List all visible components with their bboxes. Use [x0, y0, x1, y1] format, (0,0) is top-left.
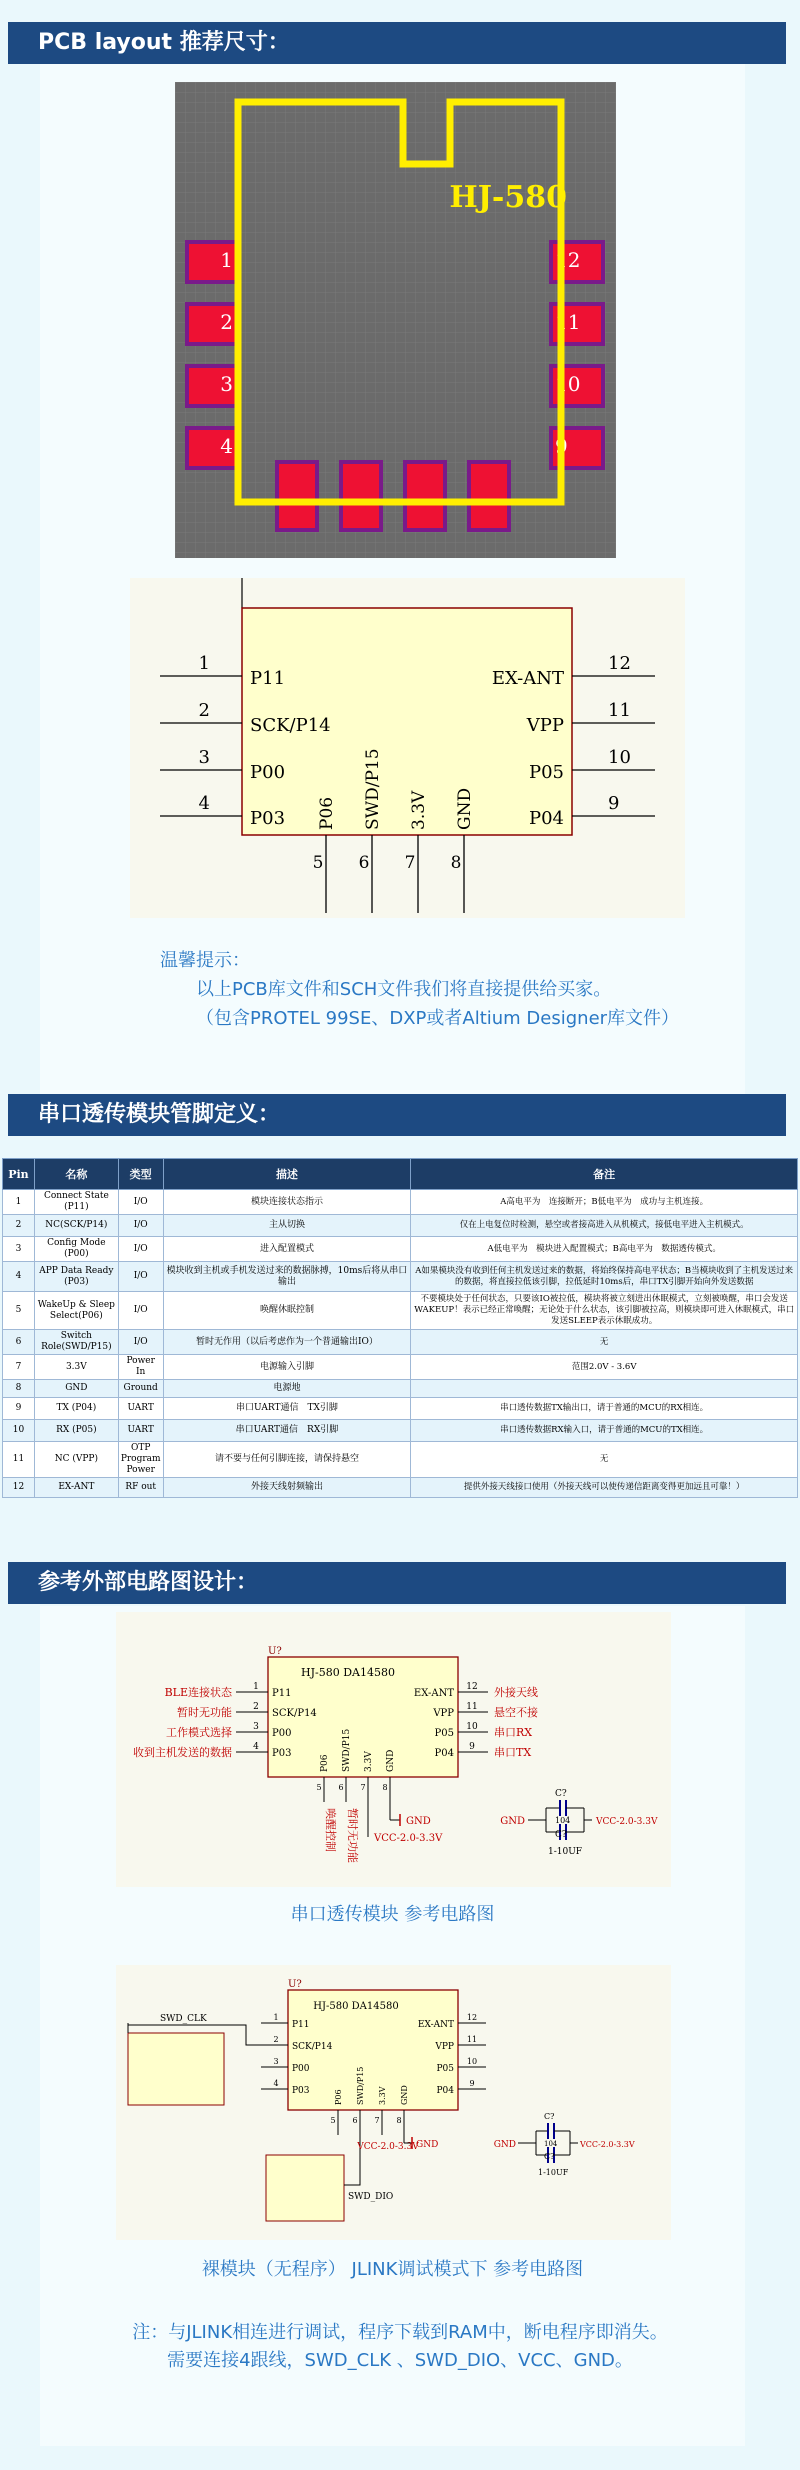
pin-number: 2	[198, 700, 210, 721]
pin-number: 5	[330, 2116, 336, 2125]
section-title: 参考外部电路图设计：	[38, 1570, 259, 1595]
table-cell: 5	[3, 1292, 35, 1330]
pin-name: 3.3V	[364, 1751, 374, 1772]
table-cell: I/O	[118, 1262, 163, 1292]
tips-line1: 以上PCB库文件和SCH文件我们将直接提供给买家。	[196, 979, 612, 1000]
table-cell: A如果模块没有收到任何主机发送过来的数据，将始终保持高电平状态；B当模块收到了主机发送过来的数据，将直接拉低该引脚，拉低延时10ms后，串口TX引脚开始向外发送数据	[411, 1262, 798, 1292]
tips-line2: （包含PROTEL 99SE、DXP或者Altium Designer库文件）	[196, 1008, 680, 1029]
net-label: 暂时无功能	[177, 1706, 232, 1719]
table-cell: 2	[3, 1215, 35, 1237]
table-cell: 12	[3, 1478, 35, 1498]
pin-name: P04	[528, 808, 564, 829]
pin-number: 5	[312, 853, 324, 873]
jlink-box	[266, 2155, 344, 2221]
pin-number: 9	[608, 793, 620, 814]
pin-number: 6	[338, 1783, 344, 1792]
table-cell: I/O	[118, 1330, 163, 1355]
table-cell: APP Data Ready (P03)	[34, 1262, 118, 1292]
pin-number: 7	[374, 2116, 380, 2125]
pin-number: 8	[382, 1783, 388, 1792]
table-header: 描述	[163, 1159, 411, 1190]
pin-name: EX-ANT	[413, 1688, 454, 1699]
pin-name: P00	[292, 2064, 310, 2074]
pin-name: SCK/P14	[250, 715, 331, 736]
table-cell: 外接天线射频输出	[163, 1478, 411, 1498]
pin-number: 2	[273, 2035, 279, 2044]
table-cell: UART	[118, 1398, 163, 1420]
tips-heading: 温馨提示：	[160, 950, 250, 971]
pin-number: 2	[253, 1702, 259, 1712]
table-cell: 主从切换	[163, 1215, 411, 1237]
pin-name: VPP	[435, 2042, 454, 2052]
pin-number: 1	[198, 653, 210, 674]
pin-number: 8	[450, 853, 462, 873]
table-cell: 串口UART通信 TX引脚	[163, 1398, 411, 1420]
vcc-label: VCC-2.0-3.3V	[374, 1833, 443, 1844]
table-cell: 电源输入引脚	[163, 1355, 411, 1380]
vcc-label: VCC-2.0-3.3V	[596, 1817, 658, 1827]
table-cell: Config Mode (P00)	[34, 1237, 118, 1262]
pad-bottom	[277, 462, 317, 530]
module-label: HJ-580	[449, 180, 567, 215]
section-title: 串口透传模块管脚定义：	[38, 1102, 281, 1127]
table-cell: A高电平为 连接断开；B低电平为 成功与主机连接。	[411, 1190, 798, 1215]
table-cell: 8	[3, 1380, 35, 1398]
table-cell: 仅在上电复位时检测，悬空或者接高进入从机模式，接低电平进入主机模式。	[411, 1215, 798, 1237]
cap-value: 104	[544, 2140, 558, 2148]
pin-number: 4	[253, 1742, 259, 1752]
pin-name: P04	[434, 1748, 454, 1759]
pcb-footprint	[175, 82, 616, 558]
table-cell: A低电平为 模块进入配置模式；B高电平为 数据透传模式。	[411, 1237, 798, 1262]
pin-number: 1	[253, 1682, 259, 1692]
pin-name: P11	[272, 1688, 292, 1699]
table-cell: NC(SCK/P14)	[34, 1215, 118, 1237]
table-cell: 不要模块处于任何状态，只要该IO被拉低，模块将被立刻进出休眠模式，立刻被唤醒，串口会发送WAKEUP！表示已经正常唤醒；无论处于什么状态，该引脚被拉高，则模块即可进入休眠模式，串口发送SLEEP表示休眠成功。	[411, 1292, 798, 1330]
table-cell: 4	[3, 1262, 35, 1292]
chip-ref: U?	[288, 1979, 302, 1990]
circuit-serial	[116, 1612, 671, 1887]
table-row	[3, 1292, 798, 1330]
table-cell: 串口透传数据TX输出口，请于普通的MCU的RX相连。	[411, 1398, 798, 1420]
table-row	[3, 1190, 798, 1215]
table-cell: 模块连接状态指示	[163, 1190, 411, 1215]
pin-name: P11	[250, 668, 286, 689]
net-label: 收到主机发送的数据	[133, 1746, 232, 1759]
table-cell: Switch Role(SWD/P15)	[34, 1330, 118, 1355]
pin-name: P05	[434, 1728, 454, 1739]
pad-number: 1	[220, 248, 233, 272]
pin-symbol	[130, 578, 685, 918]
table-cell: 6	[3, 1330, 35, 1355]
cap-value: 1-10UF	[538, 2168, 569, 2177]
table-cell: 无	[411, 1330, 798, 1355]
pin-name: EX-ANT	[491, 668, 564, 689]
table-cell: 暂时无作用（以后考虑作为一个普通输出IO）	[163, 1330, 411, 1355]
table-cell: I/O	[118, 1237, 163, 1262]
pin-number: 3	[198, 747, 210, 768]
table-header: 名称	[34, 1159, 118, 1190]
pin-number: 4	[273, 2079, 279, 2088]
net-label: 悬空不接	[494, 1706, 538, 1719]
section-banner-pcb	[8, 22, 786, 64]
pin-table	[2, 1158, 798, 1498]
table-cell: 串口UART通信 RX引脚	[163, 1420, 411, 1442]
jlink-box	[128, 2033, 224, 2105]
table-header: Pin	[3, 1159, 35, 1190]
chip-ref: U?	[268, 1646, 282, 1657]
table-cell: I/O	[118, 1215, 163, 1237]
pin-name: P05	[436, 2064, 454, 2074]
pin-name: P03	[250, 808, 286, 829]
pin-number: 7	[404, 853, 416, 873]
table-cell: 3	[3, 1237, 35, 1262]
pin-number: 6	[358, 853, 370, 873]
note-line2: 需要连接4跟线，SWD_CLK 、SWD_DIO、VCC、GND。	[167, 2350, 633, 2371]
pad-number: 12	[555, 248, 581, 272]
pin-name: GND	[386, 1749, 396, 1772]
table-cell: 3.3V	[34, 1355, 118, 1380]
table-cell: 11	[3, 1442, 35, 1478]
vcc-label: VCC-2.0-3.3V	[580, 2140, 635, 2149]
circuit2-caption: 裸模块（无程序） JLINK调试模式下 参考电路图	[201, 2259, 584, 2280]
circuit1-caption: 串口透传模块 参考电路图	[290, 1904, 495, 1925]
gnd-label: GND	[500, 1816, 525, 1827]
gnd-label: GND	[493, 2140, 516, 2150]
table-cell: UART	[118, 1420, 163, 1442]
net-label: 串口TX	[494, 1746, 532, 1759]
pad-bottom	[341, 462, 381, 530]
table-row	[3, 1398, 798, 1420]
pin-number: 12	[608, 653, 631, 674]
chip-name: HJ-580 DA14580	[301, 1666, 395, 1679]
table-row	[3, 1420, 798, 1442]
table-cell: 范围2.0V - 3.6V	[411, 1355, 798, 1380]
pad-number: 4	[220, 434, 233, 458]
pin-name: EX-ANT	[417, 2020, 454, 2030]
pin-name: P06	[320, 1754, 330, 1772]
pin-number: 1	[273, 2013, 279, 2022]
table-row	[3, 1355, 798, 1380]
table-row	[3, 1237, 798, 1262]
table-cell: EX-ANT	[34, 1478, 118, 1498]
table-cell: 模块收到主机或手机发送过来的数据脉搏，10ms后将从串口输出	[163, 1262, 411, 1292]
table-cell: GND	[34, 1380, 118, 1398]
vcc-label: VCC-2.0-3.3V	[357, 2142, 419, 2152]
pin-name: P00	[250, 762, 286, 783]
pin-number: 10	[466, 1722, 478, 1732]
net-label: BLE连接状态	[164, 1686, 232, 1699]
pin-number: 12	[466, 1682, 478, 1692]
net-label: 外接天线	[494, 1686, 538, 1699]
table-cell: NC (VPP)	[34, 1442, 118, 1478]
table-header: 备注	[411, 1159, 798, 1190]
pin-name: SWD/P15	[342, 1728, 352, 1772]
pin-name: P06	[317, 796, 337, 830]
cap-ref: C?	[555, 1789, 567, 1799]
table-cell: 无	[411, 1442, 798, 1478]
pin-number: 11	[466, 1702, 478, 1712]
pin-number: 3	[253, 1722, 259, 1732]
table-cell: 1	[3, 1190, 35, 1215]
pin-number: 9	[469, 1742, 475, 1752]
pin-name: SWD/P15	[356, 2066, 365, 2105]
pin-number: 9	[469, 2079, 475, 2088]
pad-bottom	[405, 462, 445, 530]
table-cell: I/O	[118, 1292, 163, 1330]
table-cell: 请不要与任何引脚连接，请保持悬空	[163, 1442, 411, 1478]
pin-number: 11	[608, 700, 631, 721]
table-cell: OTP Program Power	[118, 1442, 163, 1478]
cap-ref: C?	[555, 1830, 567, 1840]
pin-name: P00	[272, 1728, 292, 1739]
table-cell: WakeUp & Sleep Select(P06)	[34, 1292, 118, 1330]
pin-name: GND	[455, 787, 475, 830]
cap-ref: C?	[544, 2112, 555, 2121]
section-banner-circuit	[8, 1562, 786, 1604]
table-cell: RF out	[118, 1478, 163, 1498]
table-row	[3, 1215, 798, 1237]
table-cell: 提供外接天线接口使用（外接天线可以使传递信距离变得更加远且可靠！）	[411, 1478, 798, 1498]
pin-number: 7	[360, 1783, 366, 1792]
pad-number: 2	[220, 310, 233, 334]
pin-number: 10	[466, 2057, 478, 2066]
pin-name: P04	[436, 2086, 454, 2096]
net-label: 串口RX	[494, 1726, 533, 1739]
cap-value: 104	[555, 1816, 571, 1825]
swd-clk-label: SWD_CLK	[160, 2014, 207, 2024]
table-cell: RX (P05)	[34, 1420, 118, 1442]
pin-name: P03	[272, 1748, 292, 1759]
table-header: 类型	[118, 1159, 163, 1190]
pin-name: P11	[292, 2020, 310, 2030]
cap-ref: C?	[544, 2152, 555, 2161]
table-cell: 9	[3, 1398, 35, 1420]
table-cell: TX (P04)	[34, 1398, 118, 1420]
table-row	[3, 1478, 798, 1498]
note-line1: 注：与JLINK相连进行调试，程序下载到RAM中，断电程序即消失。	[132, 2322, 668, 2343]
circuit-jlink	[116, 1965, 671, 2240]
pin-number: 4	[198, 793, 210, 814]
pin-number: 6	[352, 2116, 358, 2125]
table-row	[3, 1442, 798, 1478]
pin-name: P03	[292, 2086, 310, 2096]
pin-name: GND	[400, 2085, 409, 2105]
net-label: 唤醒控制	[324, 1808, 337, 1852]
table-row	[3, 1380, 798, 1398]
table-cell: 串口透传数据RX输入口，请于普通的MCU的TX相连。	[411, 1420, 798, 1442]
pad-bottom	[469, 462, 509, 530]
table-cell: 进入配置模式	[163, 1237, 411, 1262]
table-cell: 电源地	[163, 1380, 411, 1398]
net-label: 工作模式选择	[166, 1726, 232, 1739]
pin-name: 3.3V	[409, 790, 429, 830]
pin-number: 12	[466, 2013, 478, 2022]
pin-name: P05	[528, 762, 564, 783]
swd-dio-label: SWD_DIO	[348, 2192, 394, 2202]
pad-number: 9	[555, 434, 568, 458]
table-cell: 唤醒休眠控制	[163, 1292, 411, 1330]
table-cell	[411, 1380, 798, 1398]
pin-number: 10	[608, 747, 631, 768]
table-row	[3, 1330, 798, 1355]
pin-name: 3.3V	[378, 2086, 387, 2105]
pad-number: 3	[220, 372, 233, 396]
gnd-label: GND	[416, 2140, 439, 2150]
pin-name: VPP	[433, 1708, 454, 1719]
pad-number: 11	[555, 310, 581, 334]
table-row	[3, 1262, 798, 1292]
table-cell: Connect State (P11)	[34, 1190, 118, 1215]
table-cell: 10	[3, 1420, 35, 1442]
table-cell: I/O	[118, 1190, 163, 1215]
table-cell: Power In	[118, 1355, 163, 1380]
pin-number: 3	[273, 2057, 279, 2066]
table-cell: 7	[3, 1355, 35, 1380]
table-cell: Ground	[118, 1380, 163, 1398]
chip-name: HJ-580 DA14580	[313, 2001, 399, 2012]
gnd-label: GND	[406, 1816, 431, 1827]
pin-number: 11	[466, 2035, 478, 2044]
cap-value: 1-10UF	[548, 1847, 583, 1857]
pin-name: SCK/P14	[272, 1708, 317, 1719]
pin-name: P06	[334, 2089, 343, 2105]
pin-name: SWD/P15	[363, 748, 383, 830]
pad-number: 10	[555, 372, 581, 396]
net-label: 暂时无功能	[346, 1808, 359, 1863]
pin-number: 8	[396, 2116, 402, 2125]
pin-name: VPP	[526, 715, 564, 736]
pin-name: SCK/P14	[292, 2042, 333, 2052]
section-banner-pins	[8, 1094, 786, 1136]
pin-number: 5	[316, 1783, 322, 1792]
section-title: PCB layout 推荐尺寸：	[38, 30, 290, 55]
